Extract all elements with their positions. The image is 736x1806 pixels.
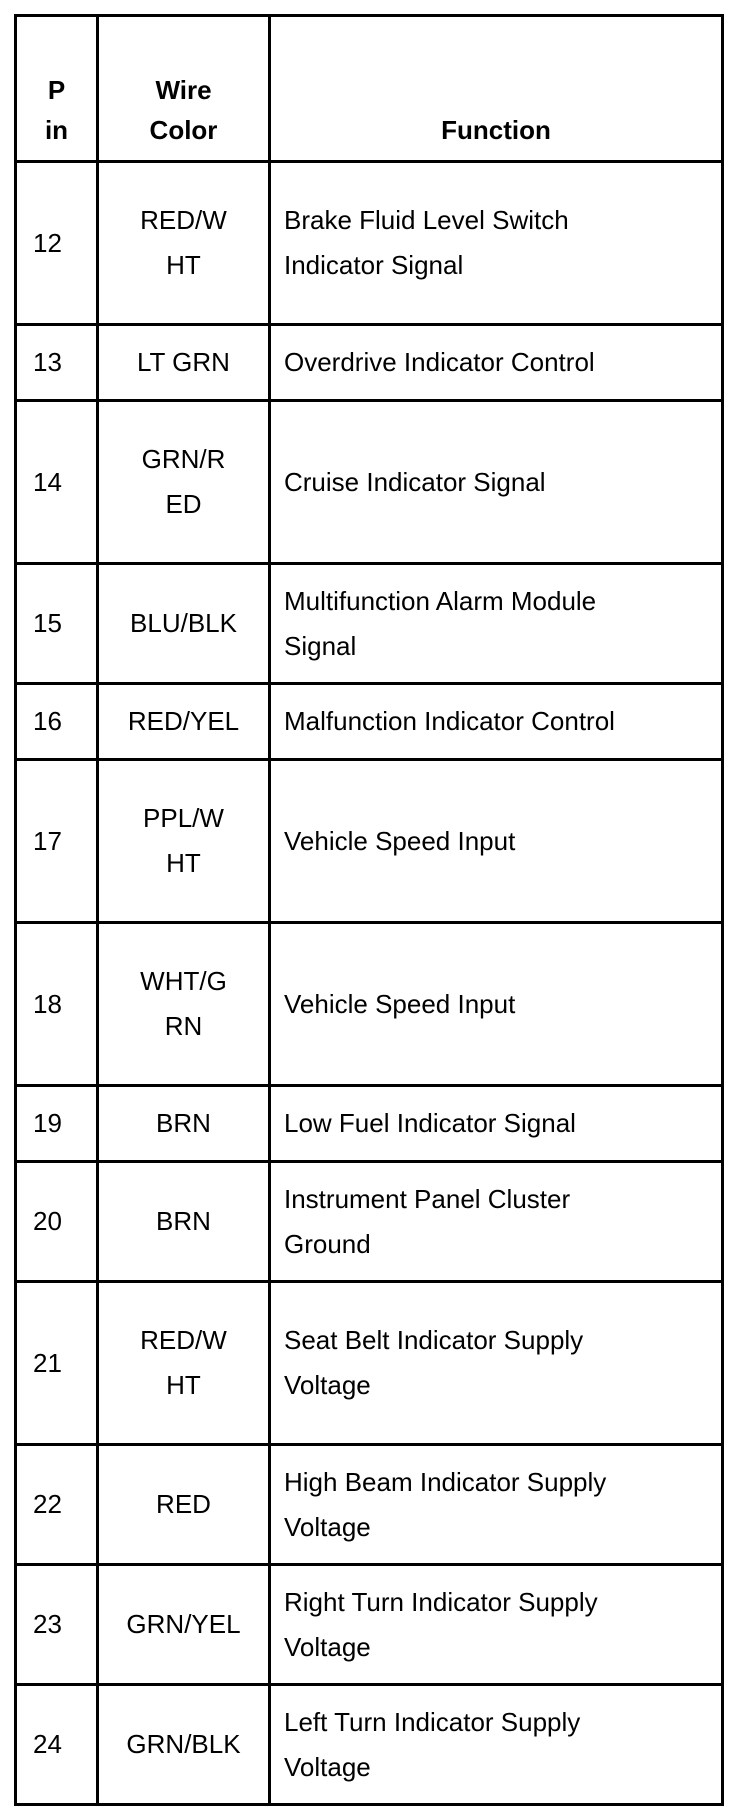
wire-color-cell (98, 1086, 270, 1162)
table-row (16, 162, 723, 325)
function-cell (270, 1445, 723, 1565)
wire-color-cell (98, 923, 270, 1086)
wire-color-cell (98, 1565, 270, 1685)
pin-number: 24 (33, 1729, 62, 1759)
function-cell (270, 923, 723, 1086)
function-text: Overdrive Indicator Control (284, 347, 595, 377)
pin-number: 16 (33, 706, 62, 736)
wire-color-text: GRN/BLK (126, 1729, 241, 1759)
wire-color-cell (98, 401, 270, 564)
wire-color-cell (98, 684, 270, 760)
table-row (16, 1685, 723, 1805)
function-text: Malfunction Indicator Control (284, 706, 615, 736)
pin-cell (16, 1162, 98, 1282)
function-cell (270, 325, 723, 401)
wire-color-cell (98, 1162, 270, 1282)
pin-function-table (14, 14, 724, 1806)
wire-color-text: WHT/G RN (140, 966, 227, 1041)
wire-color-cell (98, 1282, 270, 1445)
pin-cell (16, 162, 98, 325)
function-text: Instrument Panel Cluster Ground (284, 1183, 571, 1259)
function-text: Cruise Indicator Signal (284, 466, 546, 497)
pin-number: 15 (33, 608, 62, 638)
pin-number: 23 (33, 1609, 62, 1639)
wire-color-text: RED/W HT (140, 1325, 227, 1400)
pin-cell (16, 1565, 98, 1685)
pin-cell (16, 1086, 98, 1162)
table-row (16, 1445, 723, 1565)
pin-number: 18 (33, 988, 62, 1019)
table-row (16, 1565, 723, 1685)
function-cell (270, 760, 723, 923)
function-cell (270, 1162, 723, 1282)
wire-color-cell (98, 760, 270, 923)
wire-color-cell (98, 325, 270, 401)
function-text: Vehicle Speed Input (284, 825, 516, 856)
function-cell (270, 684, 723, 760)
pin-number: 20 (33, 1206, 62, 1236)
wire-color-cell (98, 564, 270, 684)
pin-cell (16, 1685, 98, 1805)
pin-cell (16, 760, 98, 923)
function-text: Vehicle Speed Input (284, 988, 516, 1019)
function-cell (270, 162, 723, 325)
function-text: Multifunction Alarm Module Signal (284, 585, 597, 661)
function-cell (270, 1086, 723, 1162)
function-text: Left Turn Indicator Supply Voltage (284, 1706, 581, 1782)
wire-color-text: GRN/R ED (141, 444, 226, 519)
table-row (16, 760, 723, 923)
table-row (16, 564, 723, 684)
wire-color-text: LT GRN (137, 347, 230, 377)
table-row (16, 325, 723, 401)
table-header-row (16, 16, 723, 162)
pin-number: 12 (33, 227, 62, 258)
table-body (16, 162, 723, 1805)
function-text: Brake Fluid Level Switch Indicator Signal (284, 205, 569, 280)
wire-color-text: BLU/BLK (130, 608, 237, 638)
wire-color-text: PPL/W HT (143, 803, 224, 878)
pin-cell (16, 1445, 98, 1565)
pin-cell (16, 401, 98, 564)
function-cell (270, 1685, 723, 1805)
pin-number: 19 (33, 1108, 62, 1138)
wire-color-text: RED/W HT (140, 205, 227, 280)
wire-color-text: RED (156, 1489, 211, 1519)
table-row (16, 1162, 723, 1282)
wire-color-text: BRN (156, 1108, 211, 1138)
pin-number: 22 (33, 1489, 62, 1519)
pin-number: 17 (33, 825, 62, 856)
function-cell (270, 564, 723, 684)
function-cell (270, 401, 723, 564)
pin-number: 14 (33, 466, 62, 497)
function-text: High Beam Indicator Supply Voltage (284, 1466, 607, 1542)
wire-color-text: RED/YEL (127, 706, 240, 736)
pin-cell (16, 325, 98, 401)
pin-column-header: P in (16, 16, 98, 162)
function-cell (270, 1565, 723, 1685)
wire-color-cell (98, 1445, 270, 1565)
pin-cell (16, 684, 98, 760)
table-row (16, 1282, 723, 1445)
pin-cell (16, 564, 98, 684)
function-text: Low Fuel Indicator Signal (284, 1108, 576, 1138)
pin-cell (16, 1282, 98, 1445)
wire-color-cell (98, 1685, 270, 1805)
wire-color-text: GRN/YEL (126, 1609, 241, 1639)
function-text: Seat Belt Indicator Supply Voltage (284, 1325, 584, 1400)
table-row (16, 684, 723, 760)
pin-cell (16, 923, 98, 1086)
table-row (16, 401, 723, 564)
wire-color-cell (98, 162, 270, 325)
pin-number: 21 (33, 1347, 62, 1378)
table-row (16, 1086, 723, 1162)
pin-number: 13 (33, 347, 62, 377)
wire-color-text: BRN (156, 1206, 211, 1236)
table-row (16, 923, 723, 1086)
function-cell (270, 1282, 723, 1445)
function-text: Right Turn Indicator Supply Voltage (284, 1586, 598, 1662)
function-column-header: Function (270, 16, 723, 162)
wire-color-column-header: Wire Color (98, 16, 270, 162)
